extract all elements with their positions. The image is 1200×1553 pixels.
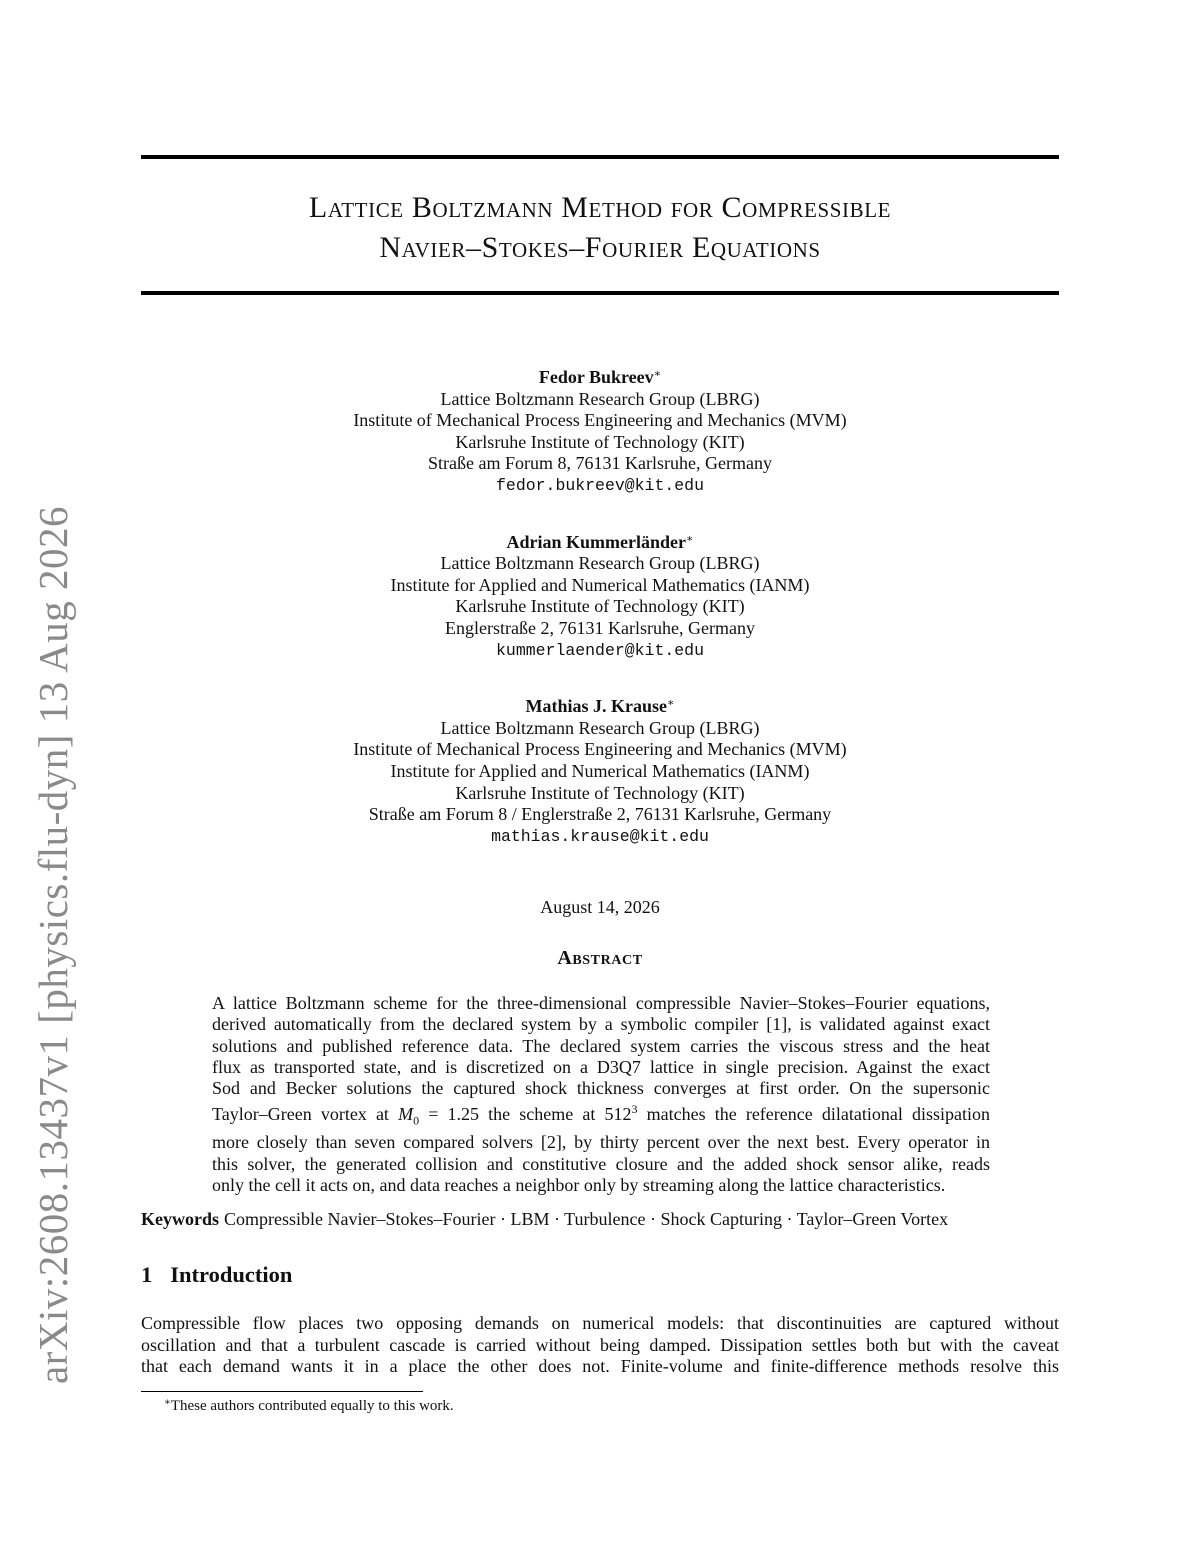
abstract-body [212, 993, 990, 1196]
author-email[interactable]: fedor.bukreev@kit.edu [496, 475, 704, 495]
abstract-line: Sod and Becker solutions the captured shock thickness converges at first order. On the supersonic [212, 1078, 990, 1099]
author-block [141, 364, 1059, 847]
math-mach-value: = 1.25 [419, 1104, 479, 1125]
affiliation-line: Institute for Applied and Numerical Mathematics (IANM) [390, 574, 810, 595]
paper-date: August 14, 2026 [540, 897, 660, 917]
abstract-line: flux as transported state, and is discretized on a D3Q7 lattice in single precision. Against the exact [212, 1056, 990, 1077]
body-line: that each demand wants it in a place the other does not. Finite-volume and finite-difference methods resolve this [141, 1356, 1059, 1377]
footnote-rule [141, 1391, 423, 1392]
abstract-line: Taylor–Green vortex at $M_0 = 1.25$ the scheme at $512^3$ matches the reference dilatational dissipation [212, 1102, 990, 1129]
affiliation-line: Karlsruhe Institute of Technology (KIT) [455, 431, 745, 452]
footnote-text: These authors contributed equally to this work. [170, 1398, 454, 1414]
body-line: oscillation and that a turbulent cascade is carried without being damped. Dissipation settles both but with the caveat [141, 1334, 1059, 1355]
section-number: 1 [141, 1262, 153, 1287]
keywords-text: Compressible Navier–Stokes–Fourier · LBM · Turbulence · Shock Capturing · Taylor–Green Vortex [224, 1209, 949, 1229]
math-resolution-base: 512 [604, 1104, 632, 1125]
author-entry [141, 529, 1059, 662]
abstract-line: this solver, the generated collision and constitutive closure and the added shock sensor alike, reads [212, 1153, 990, 1174]
footnote-mark: ∗ [164, 1397, 171, 1408]
author-name: Adrian Kummerländer∗ [506, 531, 694, 552]
abstract-line: solutions and published reference data. The declared system carries the viscous stress and the heat [212, 1035, 990, 1056]
abstract-line: A lattice Boltzmann scheme for the three-dimensional compressible Navier–Stokes–Fourier equations, [212, 993, 990, 1013]
abstract-line: derived automatically from the declared system by a symbolic compiler [1], is validated against exact [212, 1014, 990, 1035]
title-rule-bottom [141, 291, 1059, 295]
abstract-line: only the cell it acts on, and data reaches a neighbor only by streaming along the lattice characteristics. [212, 1174, 946, 1195]
author-email[interactable]: mathias.krause@kit.edu [491, 826, 709, 846]
arxiv-identifier: arXiv:2608.13437v1 [physics.flu-dyn] 13 Aug 2026 [30, 505, 76, 1385]
title-line-1: Lattice Boltzmann Method for Compressible [308, 191, 892, 224]
author-footnote-mark: ∗ [667, 697, 675, 710]
affiliation-line: Lattice Boltzmann Research Group (LBRG) [440, 388, 760, 409]
affiliation-line: Straße am Forum 8 / Englerstraße 2, 76131 Karlsruhe, Germany [368, 804, 832, 825]
author-footnote-mark: ∗ [653, 368, 662, 380]
introduction-paragraph [141, 1313, 1059, 1378]
affiliation-line: Straße am Forum 8, 76131 Karlsruhe, Germany [428, 453, 772, 474]
affiliation-line: Institute of Mechanical Process Engineering and Mechanics (MVM) [353, 410, 847, 431]
math-mach-symbol: M [398, 1104, 414, 1125]
affiliation-line: Institute of Mechanical Process Engineering and Mechanics (MVM) [353, 739, 847, 760]
affiliation-line: Karlsruhe Institute of Technology (KIT) [455, 596, 745, 617]
math-superscript: 3 [631, 1102, 638, 1117]
affiliation-line: Englerstraße 2, 76131 Karlsruhe, Germany [445, 617, 755, 638]
affiliation-line: Institute for Applied and Numerical Mathematics (IANM) [390, 760, 810, 781]
author-footnote-mark: ∗ [686, 532, 694, 545]
title-line-2: Navier–Stokes–Fourier Equations [379, 231, 821, 264]
author-entry [141, 364, 1059, 497]
abstract-line: more closely than seven compared solvers [2], by thirty percent over the next best. Every operator in [212, 1132, 990, 1153]
author-entry [141, 693, 1059, 847]
affiliation-line: Karlsruhe Institute of Technology (KIT) [455, 782, 745, 803]
affiliation-line: Lattice Boltzmann Research Group (LBRG) [440, 717, 760, 738]
math-subscript: 0 [413, 1114, 420, 1129]
section-heading [141, 1262, 292, 1288]
affiliation-line: Lattice Boltzmann Research Group (LBRG) [440, 553, 760, 574]
keywords-line [141, 1209, 948, 1230]
footnote [164, 1397, 454, 1415]
body-line: Compressible flow places two opposing demands on numerical models: that discontinuities are captured without [141, 1313, 1059, 1333]
abstract-heading: Abstract [557, 947, 643, 969]
keywords-label: Keywords [141, 1209, 219, 1229]
author-name: Mathias J. Krause∗ [525, 696, 675, 717]
paper-title [141, 188, 1059, 268]
title-rule-top [141, 155, 1059, 159]
section-title: Introduction [170, 1262, 293, 1287]
author-email[interactable]: kummerlaender@kit.edu [496, 640, 704, 660]
author-name: Fedor Bukreev∗ [538, 367, 662, 387]
